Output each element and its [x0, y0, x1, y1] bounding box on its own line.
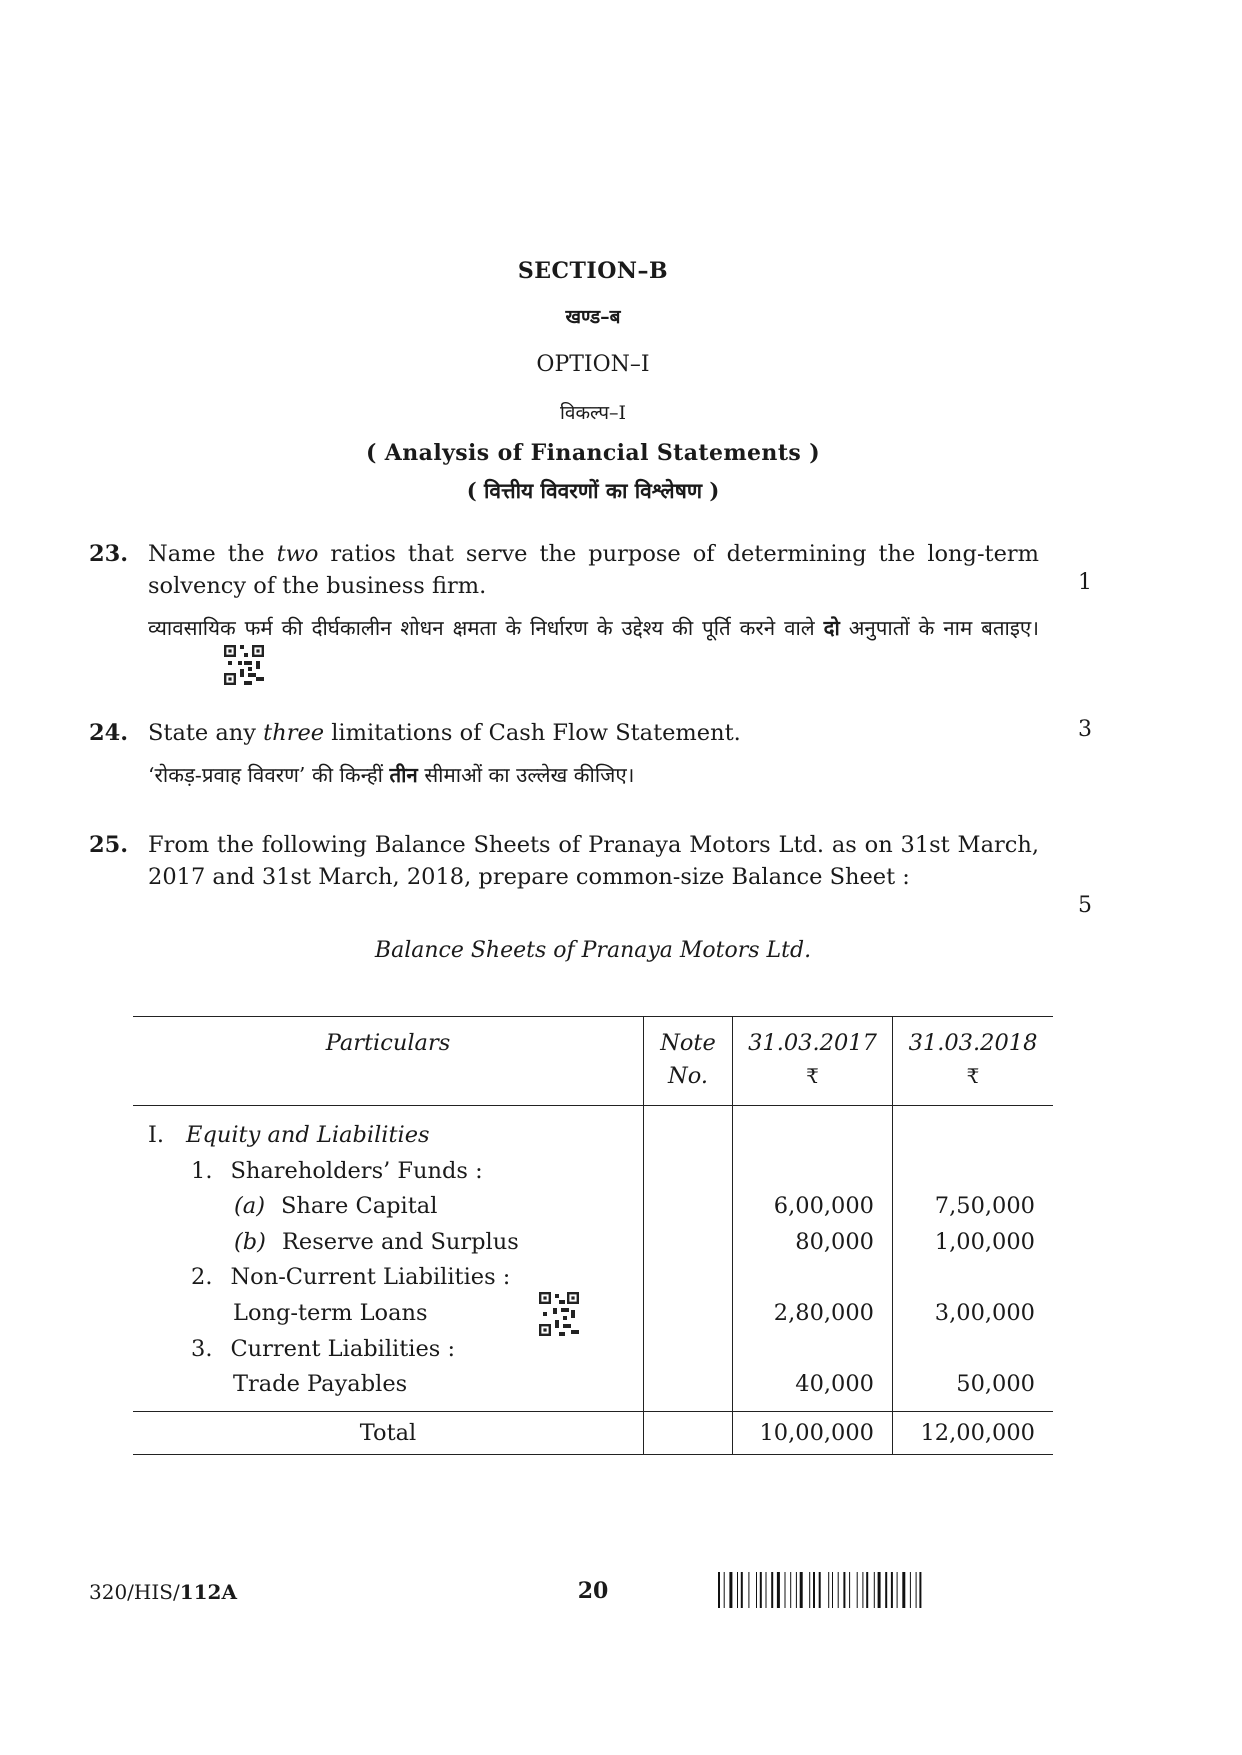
- cell-value: 1,00,000: [934, 1228, 1035, 1255]
- row-label: Long-term Loans: [233, 1299, 428, 1326]
- table-row: [133, 1189, 643, 1225]
- header-date: 31.03.2017: [748, 1030, 877, 1056]
- row-prefix: 2.: [191, 1264, 213, 1291]
- barcode-bar: [819, 1572, 821, 1608]
- values-2017-column: [733, 1106, 893, 1412]
- cell-value: [733, 1118, 892, 1154]
- cell-value: [893, 1154, 1053, 1190]
- header-note-line: No.: [668, 1063, 708, 1089]
- row-label: Non-Current Liabilities :: [230, 1264, 511, 1291]
- barcode-bar: [878, 1572, 881, 1608]
- question-text-hindi: [148, 759, 1039, 792]
- barcode-bar: [838, 1572, 839, 1608]
- barcode-bar: [756, 1572, 757, 1608]
- question-text: [148, 538, 1039, 602]
- barcode-bar: [910, 1572, 911, 1608]
- cell-value: 6,00,000: [773, 1193, 874, 1220]
- section-heading: SECTION–B: [517, 258, 669, 284]
- barcode-bar: [796, 1572, 797, 1608]
- cell-value: [733, 1154, 892, 1190]
- row-label: Current Liabilities :: [230, 1335, 456, 1362]
- barcode-bar: [724, 1572, 725, 1608]
- total-2018: [893, 1411, 1054, 1454]
- row-label: Equity and Liabilities: [186, 1122, 430, 1148]
- table-row: [133, 1260, 643, 1296]
- question-text: From the following Balance Sheets of Pranaya Motors Ltd. as on 31st March, 2017 and 31st March, 2018, prepare common-size Balance Sheet :: [148, 832, 1039, 890]
- row-label: Shareholders’ Funds :: [230, 1157, 483, 1184]
- note-column: [644, 1106, 733, 1412]
- question-number: 23.: [89, 541, 129, 567]
- total-2017: [733, 1411, 893, 1454]
- total-label: Total: [133, 1411, 644, 1454]
- marks-25: 5: [1078, 893, 1092, 918]
- table-row: [133, 1154, 643, 1190]
- question-text-part: Name the: [148, 541, 277, 567]
- total-note: [644, 1411, 733, 1454]
- barcode-bar: [737, 1572, 738, 1608]
- total-value: 12,00,000: [920, 1419, 1035, 1446]
- hindi-emphasis: दो: [823, 616, 840, 640]
- barcode-bar: [785, 1572, 786, 1608]
- cell-value: 50,000: [956, 1371, 1035, 1398]
- barcode-bar: [760, 1572, 762, 1608]
- barcode-bar: [729, 1572, 732, 1608]
- rupee-symbol: ₹: [806, 1064, 819, 1088]
- header-2017: [733, 1017, 893, 1106]
- question-text-hindi: [148, 612, 1039, 685]
- question-text-part: limitations of Cash Flow Statement.: [324, 720, 741, 746]
- table-row: [133, 1118, 643, 1154]
- barcode-bar: [885, 1572, 887, 1608]
- hindi-text-part: सीमाओं का उल्लेख कीजिए।: [417, 763, 635, 787]
- cell-value: 40,000: [795, 1371, 874, 1398]
- question-text: [148, 717, 1039, 749]
- qr-code-icon: [539, 1292, 579, 1336]
- barcode-bar: [891, 1572, 893, 1608]
- barcode-bar: [748, 1572, 749, 1608]
- values-2018-column: [893, 1106, 1054, 1412]
- barcode-bar: [828, 1572, 829, 1608]
- barcode-bar: [843, 1572, 845, 1608]
- barcode-bar: [857, 1572, 858, 1608]
- barcode-bar: [849, 1572, 850, 1608]
- qr-code-icon: [224, 645, 264, 685]
- paper-code-set: 112A: [179, 1580, 237, 1604]
- question-number: 25.: [89, 832, 129, 858]
- row-label: Reserve and Surplus: [281, 1228, 519, 1255]
- header-note-line: Note: [660, 1030, 716, 1056]
- topic-heading: ( Analysis of Financial Statements ): [365, 440, 821, 466]
- balance-sheet-table: [133, 1016, 1053, 1455]
- particulars-column: [133, 1106, 644, 1412]
- question-emphasis: three: [263, 720, 325, 746]
- barcode-bar: [790, 1572, 791, 1608]
- hindi-emphasis: तीन: [389, 763, 418, 787]
- barcode-bar: [902, 1572, 905, 1608]
- marks-24: 3: [1078, 717, 1092, 742]
- barcode-bar: [866, 1572, 868, 1608]
- cell-value: [733, 1332, 892, 1368]
- barcode-bar: [919, 1572, 921, 1608]
- barcode-bar: [832, 1572, 833, 1608]
- barcode-bar: [862, 1572, 863, 1608]
- table-body-row: [133, 1106, 1053, 1412]
- cell-value: [893, 1118, 1053, 1154]
- cell-value: [733, 1260, 892, 1296]
- page-number: 20: [577, 1578, 609, 1604]
- hindi-text-part: व्यावसायिक फर्म की दीर्घकालीन शोधन क्षमता के निर्धारण के उद्देश्य की पूर्ति करने वाले: [148, 616, 824, 640]
- question-23: [89, 538, 1039, 685]
- row-prefix: I.: [148, 1122, 165, 1148]
- question-emphasis: two: [276, 541, 319, 567]
- table-row: [133, 1332, 643, 1368]
- cell-value: [893, 1332, 1053, 1368]
- barcode-bar: [813, 1572, 815, 1608]
- question-25: [89, 829, 1039, 893]
- option-heading: OPTION–I: [536, 352, 650, 377]
- barcode-bar: [809, 1572, 810, 1608]
- question-number: 24.: [89, 720, 129, 746]
- question-24: [89, 717, 1039, 792]
- question-text-part: State any: [148, 720, 264, 746]
- barcode-bar: [897, 1572, 898, 1608]
- table-row: [133, 1225, 643, 1261]
- row-prefix: (b): [234, 1228, 266, 1255]
- barcode-bar: [771, 1572, 773, 1608]
- hindi-text-part: अनुपातों के नाम बताइए।: [839, 616, 1039, 640]
- row-prefix: (a): [234, 1193, 265, 1220]
- rupee-symbol: ₹: [966, 1064, 980, 1088]
- row-prefix: 3.: [191, 1335, 213, 1362]
- marks-23: 1: [1078, 570, 1092, 595]
- header-2018: [893, 1017, 1054, 1106]
- table-header-row: [133, 1017, 1053, 1106]
- table-row: [133, 1296, 643, 1332]
- cell-value: 3,00,000: [934, 1299, 1035, 1326]
- section-heading-hindi: खण्ड–ब: [565, 306, 621, 328]
- question-text-part: ratios that serve the purpose of determining the long-term solvency of the business firm.: [148, 541, 1040, 599]
- total-value: 10,00,000: [759, 1419, 874, 1446]
- cell-value: 80,000: [795, 1228, 874, 1255]
- header-particulars: Particulars: [133, 1017, 644, 1106]
- paper-code-prefix: 320/HIS/: [89, 1580, 180, 1604]
- barcode-bar: [741, 1572, 743, 1608]
- row-prefix: 1.: [191, 1157, 213, 1184]
- table-row: [133, 1367, 643, 1403]
- cell-value: [893, 1260, 1053, 1296]
- table-caption: Balance Sheets of Pranaya Motors Ltd.: [374, 938, 812, 963]
- barcode-bar: [916, 1572, 917, 1608]
- barcode-bar: [718, 1572, 720, 1608]
- header-note-no: [644, 1017, 733, 1106]
- barcode-icon: [718, 1572, 998, 1608]
- topic-heading-hindi: ( वित्तीय विवरणों का विश्लेषण ): [466, 478, 720, 503]
- row-label: Share Capital: [280, 1193, 438, 1220]
- header-date: 31.03.2018: [908, 1030, 1038, 1056]
- cell-value: 2,80,000: [773, 1299, 874, 1326]
- option-heading-hindi: विकल्प–I: [559, 402, 627, 424]
- hindi-text-part: ‘रोकड़-प्रवाह विवरण’ की किन्हीं: [148, 763, 390, 787]
- barcode-bar: [800, 1572, 803, 1608]
- barcode-bar: [766, 1572, 767, 1608]
- row-label: Trade Payables: [233, 1371, 408, 1398]
- barcode-bar: [874, 1572, 875, 1608]
- total-row: [133, 1411, 1053, 1454]
- cell-value: 7,50,000: [934, 1193, 1035, 1220]
- barcode-bar: [777, 1572, 780, 1608]
